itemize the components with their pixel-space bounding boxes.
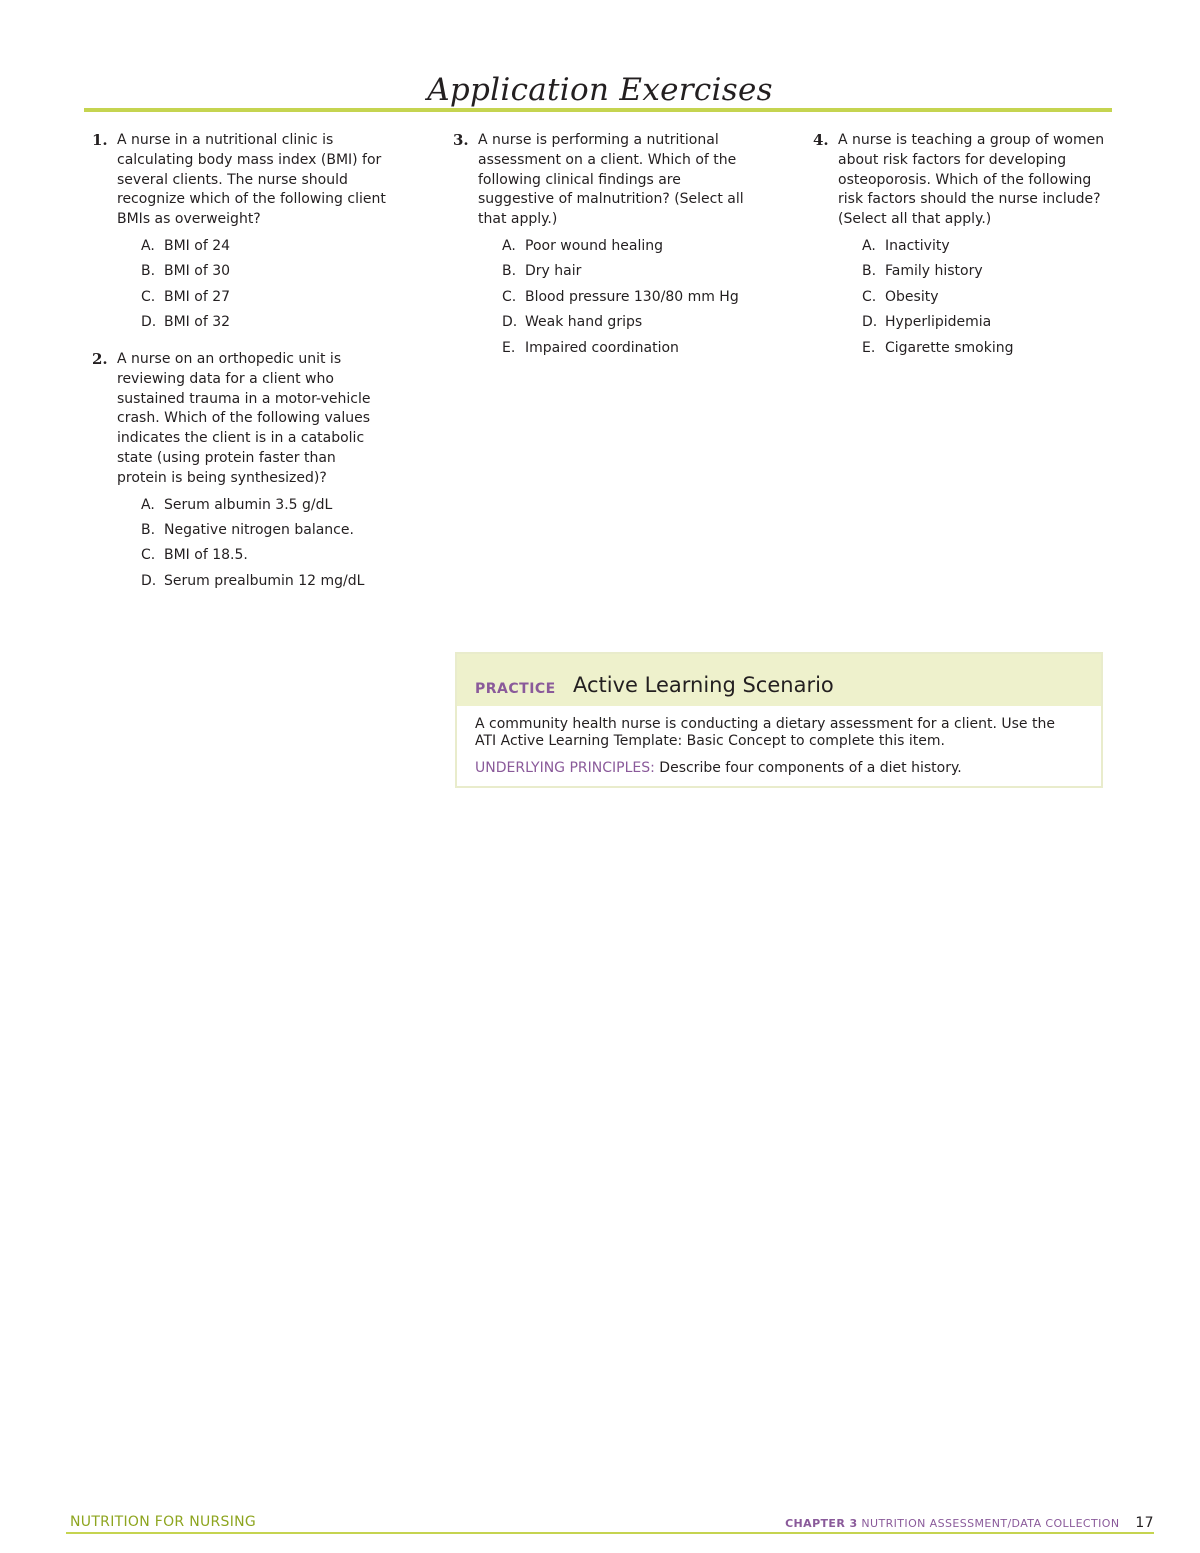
question-4: [813, 131, 1113, 361]
option-letter: D.: [862, 314, 878, 331]
option-text: Family history: [885, 263, 983, 280]
option-text: Blood pressure 130/80 mm Hg: [525, 288, 739, 305]
footer-rule: [66, 1532, 1154, 1534]
option-e[interactable]: [453, 336, 758, 361]
option-text: Weak hand grips: [525, 314, 643, 331]
option-b[interactable]: [92, 259, 387, 284]
option-text: BMI of 30: [164, 263, 231, 280]
option-letter: D.: [502, 314, 518, 331]
question-1: [92, 131, 387, 336]
options-list: [92, 234, 387, 336]
option-letter: B.: [502, 263, 517, 280]
option-letter: E.: [502, 339, 516, 356]
question-number: 4.: [813, 131, 829, 149]
question-stem: A nurse in a nutritional clinic is calculating body mass index (BMI) for several clients. The nurse should recognize which of the following client BMIs as overweight?: [117, 132, 386, 228]
option-e[interactable]: [813, 336, 1113, 361]
option-letter: C.: [141, 288, 156, 305]
option-d[interactable]: [453, 310, 758, 335]
option-d[interactable]: [92, 310, 387, 335]
question-number: 1.: [92, 131, 108, 149]
option-letter: A.: [502, 237, 516, 254]
option-text: Serum prealbumin 12 mg/dL: [164, 572, 365, 589]
question-stem: A nurse is teaching a group of women about risk factors for developing osteoporosis. Which of the following risk factors should the nurse include? (Select all that apply.): [838, 132, 1105, 228]
active-learning-scenario: [455, 652, 1103, 788]
option-letter: B.: [862, 263, 877, 280]
option-c[interactable]: [453, 285, 758, 310]
option-text: Negative nitrogen balance.: [164, 521, 354, 538]
option-letter: C.: [141, 547, 156, 564]
principles-text: Describe four components of a diet history.: [659, 760, 962, 776]
option-text: Poor wound healing: [525, 237, 663, 254]
option-text: BMI of 27: [164, 288, 231, 305]
scenario-body: A community health nurse is conducting a dietary assessment for a client. Use the ATI Active Learning Template: Basic Concept to complete this item.: [475, 716, 1055, 749]
options-list: [453, 234, 758, 361]
footer-chapter-number: CHAPTER 3: [785, 1517, 858, 1530]
option-text: Cigarette smoking: [885, 339, 1014, 356]
question-number: 2.: [92, 350, 108, 368]
principles-label: UNDERLYING PRINCIPLES:: [475, 760, 655, 776]
option-text: BMI of 32: [164, 314, 231, 331]
option-c[interactable]: [92, 285, 387, 310]
option-b[interactable]: [813, 259, 1113, 284]
option-a[interactable]: [453, 234, 758, 259]
option-letter: A.: [141, 237, 155, 254]
option-a[interactable]: [813, 234, 1113, 259]
page-number: 17: [1135, 1515, 1154, 1531]
title-rule: [84, 108, 1112, 112]
option-c[interactable]: [813, 285, 1113, 310]
option-letter: E.: [862, 339, 876, 356]
option-d[interactable]: [813, 310, 1113, 335]
option-letter: A.: [862, 237, 876, 254]
question-stem: A nurse is performing a nutritional assessment on a client. Which of the following clinical findings are suggestive of malnutrition? (Select all that apply.): [478, 132, 744, 228]
footer-book-title: NUTRITION FOR NURSING: [70, 1514, 257, 1530]
option-letter: D.: [141, 572, 157, 589]
option-text: Inactivity: [885, 237, 950, 254]
option-d[interactable]: [92, 569, 387, 594]
option-text: Dry hair: [525, 263, 582, 280]
option-text: Hyperlipidemia: [885, 314, 992, 331]
option-b[interactable]: [453, 259, 758, 284]
question-number: 3.: [453, 131, 469, 149]
option-a[interactable]: [92, 234, 387, 259]
option-text: Obesity: [885, 288, 939, 305]
option-text: Serum albumin 3.5 g/dL: [164, 496, 333, 513]
question-2: [92, 350, 387, 594]
page-title: Application Exercises: [427, 72, 773, 108]
option-letter: D.: [141, 314, 157, 331]
option-text: BMI of 24: [164, 237, 231, 254]
options-list: [813, 234, 1113, 361]
option-c[interactable]: [92, 543, 387, 568]
option-b[interactable]: [92, 518, 387, 543]
option-letter: B.: [141, 263, 156, 280]
underlying-principles: [475, 760, 962, 776]
question-stem: A nurse on an orthopedic unit is reviewing data for a client who sustained trauma in a motor-vehicle crash. Which of the following values indicates the client is in a catabolic state (using protein faster than protein is being synthesized)?: [117, 351, 371, 486]
option-text: BMI of 18.5.: [164, 547, 248, 564]
option-letter: B.: [141, 521, 156, 538]
scenario-header: [457, 654, 1101, 706]
option-letter: C.: [502, 288, 517, 305]
options-list: [92, 493, 387, 595]
option-a[interactable]: [92, 493, 387, 518]
option-text: Impaired coordination: [525, 339, 679, 356]
practice-label: PRACTICE: [475, 681, 556, 697]
option-letter: C.: [862, 288, 877, 305]
question-3: [453, 131, 758, 361]
footer-chapter-title: NUTRITION ASSESSMENT/DATA COLLECTION: [861, 1517, 1120, 1530]
footer-chapter-info: [785, 1515, 1154, 1531]
option-letter: A.: [141, 496, 155, 513]
scenario-title: Active Learning Scenario: [573, 673, 834, 697]
